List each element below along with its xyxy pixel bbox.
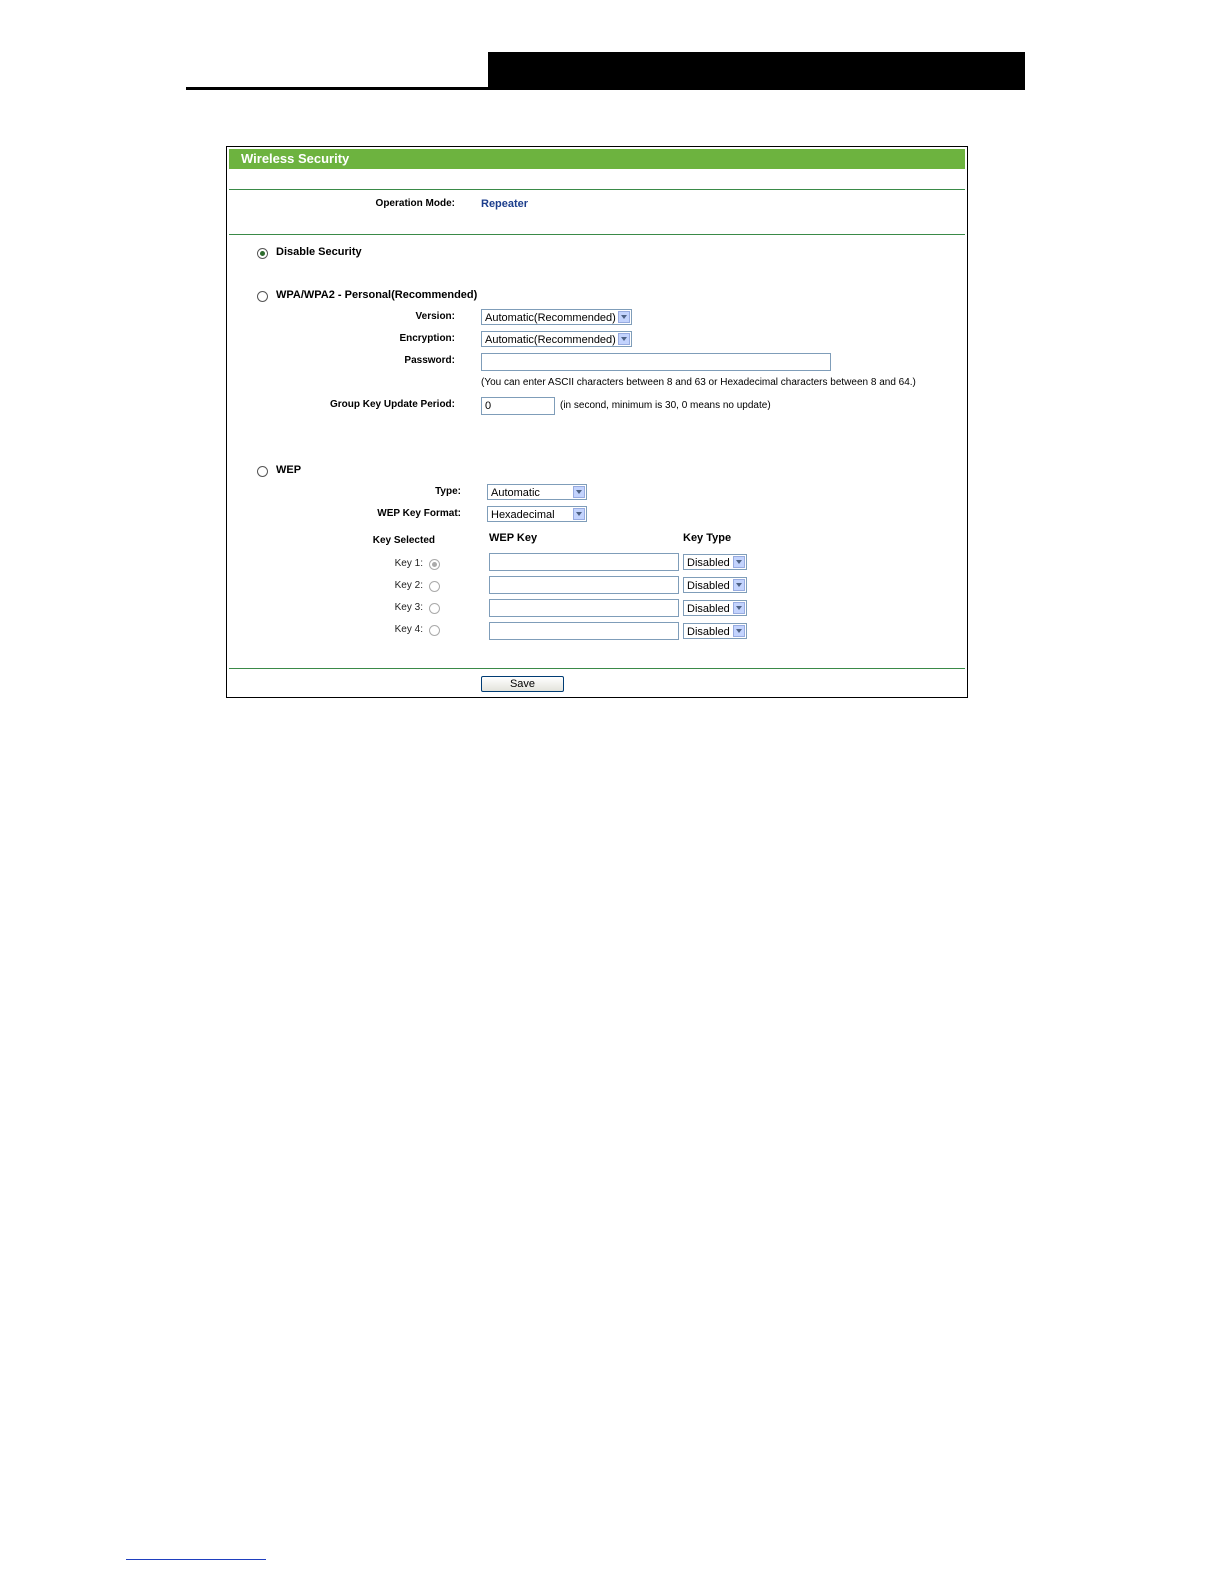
version-select-value: Automatic(Recommended) [485, 312, 616, 324]
key-type-header: Key Type [683, 532, 732, 544]
encryption-select[interactable] [481, 331, 632, 347]
chevron-down-icon [573, 508, 585, 520]
key-2-label: Key 2: [394, 580, 423, 591]
wep-label: WEP [276, 464, 302, 476]
key-2-input[interactable] [489, 576, 679, 594]
save-button[interactable]: Save [481, 676, 564, 692]
chevron-down-icon [618, 311, 630, 323]
wep-type-select-value: Automatic [491, 487, 540, 499]
divider [229, 668, 965, 669]
chevron-down-icon [733, 625, 745, 637]
key-selected-header: Key Selected [372, 535, 435, 546]
wpa-label: WPA/WPA2 - Personal(Recommended) [276, 289, 478, 301]
chevron-down-icon [733, 602, 745, 614]
key-3-input[interactable] [489, 599, 679, 617]
version-select[interactable] [481, 309, 632, 325]
key-2-type-select[interactable] [683, 577, 747, 593]
key-3-type-select[interactable] [683, 600, 747, 616]
key-3-label: Key 3: [394, 602, 423, 613]
chevron-down-icon [573, 486, 585, 498]
wpa-radio[interactable] [257, 291, 268, 302]
wep-type-label: Type: [435, 486, 461, 497]
operation-mode-label: Operation Mode: [375, 198, 455, 209]
password-hint: (You can enter ASCII characters between 8 and 63 or Hexadecimal characters between 8 and 64.) [481, 377, 916, 388]
key-4-radio[interactable] [429, 625, 440, 636]
key-1-type-value: Disabled [687, 557, 730, 569]
footer-line [126, 1559, 266, 1560]
key-2-radio[interactable] [429, 581, 440, 592]
divider [229, 189, 965, 190]
wep-type-select[interactable] [487, 484, 587, 500]
password-label: Password: [404, 355, 455, 366]
key-1-label: Key 1: [394, 558, 423, 569]
wep-radio[interactable] [257, 466, 268, 477]
chevron-down-icon [733, 579, 745, 591]
page-header-bar [488, 52, 1025, 90]
encryption-label: Encryption: [399, 333, 455, 344]
chevron-down-icon [733, 556, 745, 568]
divider [229, 234, 965, 235]
group-key-input[interactable]: 0 [481, 397, 555, 415]
key-4-input[interactable] [489, 622, 679, 640]
key-1-radio[interactable] [429, 559, 440, 570]
key-1-type-select[interactable] [683, 554, 747, 570]
page-header-line [186, 87, 1025, 90]
password-input[interactable] [481, 353, 831, 371]
wep-format-select[interactable] [487, 506, 587, 522]
group-key-hint: (in second, minimum is 30, 0 means no update) [560, 400, 771, 411]
disable-security-radio[interactable] [257, 248, 268, 259]
key-4-type-select[interactable] [683, 623, 747, 639]
operation-mode-value: Repeater [481, 198, 529, 210]
wireless-security-panel [226, 146, 968, 698]
group-key-label: Group Key Update Period: [329, 399, 455, 410]
key-1-input[interactable] [489, 553, 679, 571]
key-4-label: Key 4: [394, 624, 423, 635]
chevron-down-icon [618, 333, 630, 345]
encryption-select-value: Automatic(Recommended) [485, 334, 616, 346]
wep-key-header: WEP Key [489, 532, 538, 544]
panel-title: Wireless Security [229, 149, 965, 169]
wep-format-label: WEP Key Format: [377, 508, 461, 519]
version-label: Version: [415, 311, 455, 322]
key-3-type-value: Disabled [687, 603, 730, 615]
wep-format-select-value: Hexadecimal [491, 509, 555, 521]
key-3-radio[interactable] [429, 603, 440, 614]
key-2-type-value: Disabled [687, 580, 730, 592]
disable-security-label: Disable Security [276, 246, 362, 258]
key-4-type-value: Disabled [687, 626, 730, 638]
